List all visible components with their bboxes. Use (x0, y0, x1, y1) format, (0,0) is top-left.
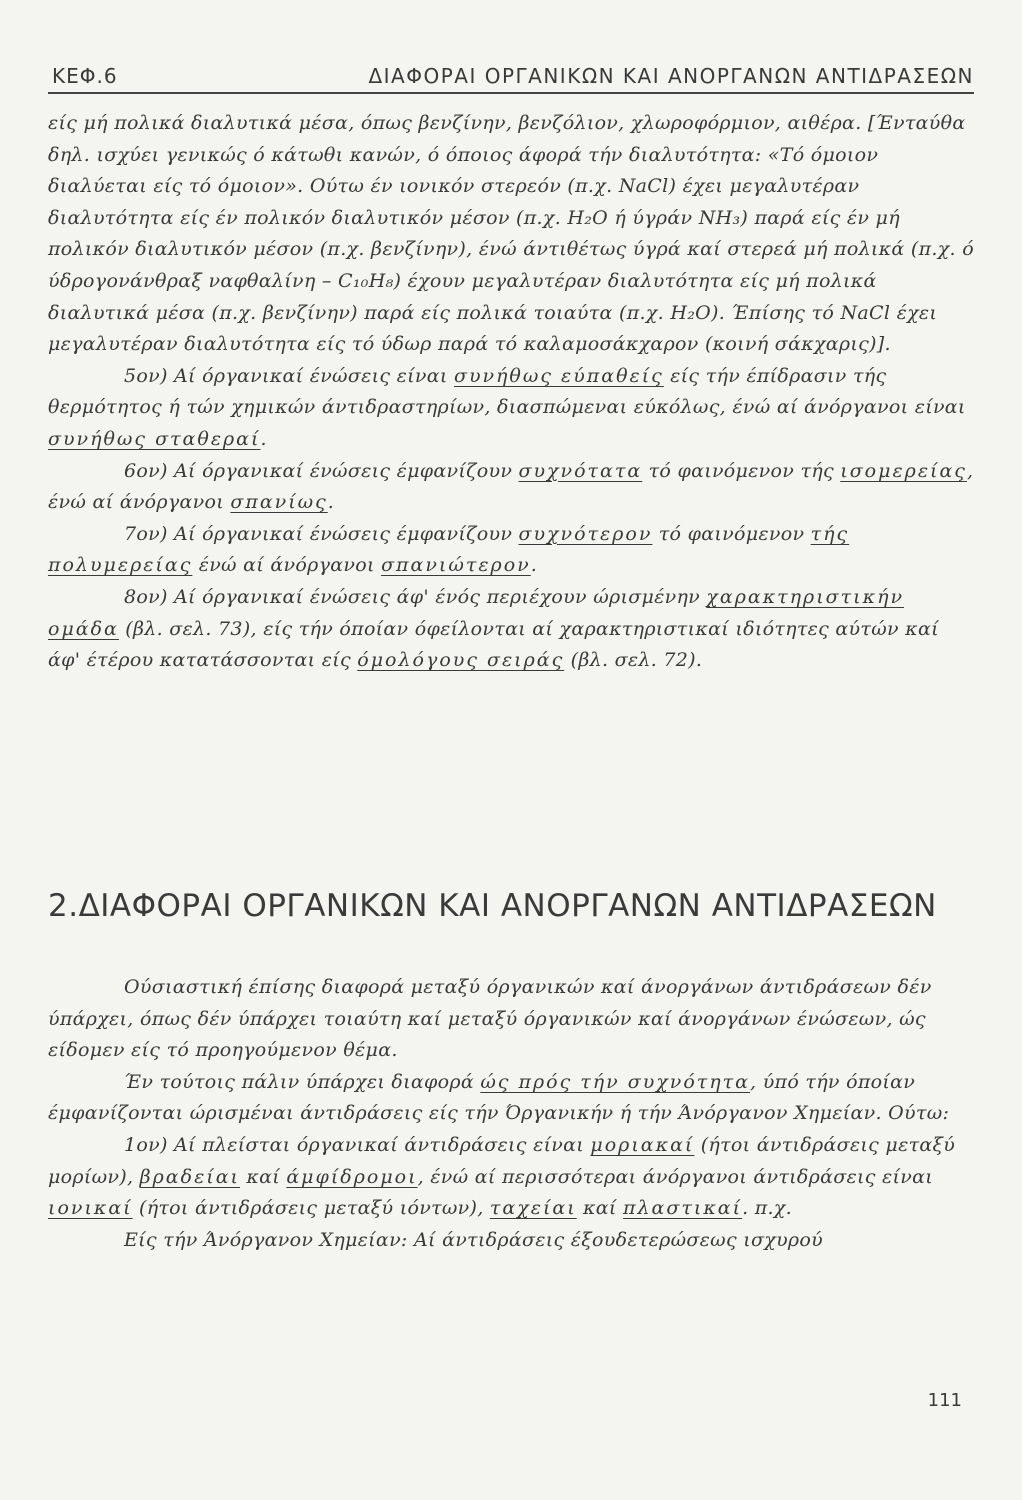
section-paragraph-2-emphasis: ώς πρός τήν συχνότητα (480, 1070, 751, 1093)
running-header (48, 60, 974, 94)
point-5-emphasis-2: συνήθως σταθεραί (48, 427, 261, 450)
point-7-emphasis-3: σπανιώτερον (381, 554, 531, 577)
point-6-emphasis-1: συχνότατα (518, 459, 643, 482)
section-point-1-text-7: . π.χ. (742, 1197, 793, 1220)
body-text-lower (48, 972, 974, 1256)
chapter-label: ΚΕΦ.6 (52, 64, 118, 88)
section-heading: 2.ΔΙΑΦΟΡΑΙ ΟΡΓΑΝΙΚΩΝ ΚΑΙ ΑΝΟΡΓΑΝΩΝ ΑΝΤΙΔΡΑΣΕΩΝ (48, 888, 937, 924)
point-7-emphasis-1: συχνότερον (518, 522, 653, 545)
point-8 (48, 582, 974, 677)
section-point-1-text-2: (ήτοι άντιδράσεις μεταξύ μορίων), (48, 1133, 956, 1188)
header-title: ΔΙΑΦΟΡΑΙ ΟΡΓΑΝΙΚΩΝ ΚΑΙ ΑΝΟΡΓΑΝΩΝ ΑΝΤΙΔΡΑΣΕΩΝ (368, 64, 974, 88)
paragraph-intro: είς μή πολικά διαλυτικά μέσα, όπως βενζίνην, βενζόλιον, χλωροφόρμιον, αιθέρα. [Ένταύθα δηλ. ισχύει γενικώς ό κάτωθι κανών, ό όποιος άφορά τήν διαλυτότητα: «Τό όμοιον διαλύεται είς τό όμοιον». Ούτω έν ιονικόν στερεόν (π.χ. NaCl) έχει μεγαλυτέραν διαλυτότητα είς έν πολικόν διαλυτικόν μέσον (π.χ. H₂O ή ύγράν NH₃) παρά είς έν μή πολικόν διαλυτικόν μέσον (π.χ. βενζίνην), ένώ άντιθέτως ύγρά καί στερεά μή πολικά (π.χ. ό ύδρογονάνθραξ ναφθαλίνη – C₁₀H₈) έχουν μεγαλυτέραν διαλυτότητα είς μή πολικά διαλυτικά μέσα (π.χ. βενζίνην) παρά είς πολικά τοιαύτα (π.χ. H₂O). Έπίσης τό NaCl έχει μεγαλυτέραν διαλυτότητα είς τό ύδωρ παρά τό καλαμοσάκχαρον (κοινή σάκχαρις)]. (48, 112, 974, 356)
section-point-1-text-4: , ένώ αί περισσότεραι άνόργανοι άντιδράσεις είναι (417, 1165, 934, 1188)
point-6-emphasis-2: ισομερείας (840, 459, 967, 482)
section-point-1-text: 1ον) Αί πλείσται όργανικαί άντιδράσεις είναι (124, 1133, 591, 1156)
point-5-text-2: είς τήν έπίδρασιν τής θερμότητος ή τών χημικών άντιδραστηρίων, διασπώμεναι εύκόλως, ένώ αί άνόργανοι είναι (48, 364, 966, 419)
point-6 (48, 456, 974, 519)
point-7-text: 7ον) Αί όργανικαί ένώσεις έμφανίζουν (124, 522, 519, 545)
point-5-emphasis-1: συνήθως εύπαθείς (453, 364, 664, 387)
point-7-emphasis-2: τής πολυμερείας (48, 522, 850, 577)
point-8-text-3: (βλ. σελ. 72). (564, 649, 703, 672)
point-8-text: 8ον) Αί όργανικαί ένώσεις άφ' ένός περιέχουν ώρισμένην (124, 585, 707, 608)
section-paragraph-2 (48, 1067, 974, 1130)
section-point-1-text-5: (ήτοι άντιδράσεις μεταξύ ιόντων), (132, 1197, 490, 1220)
section-point-1-emphasis-3: άμφίδρομοι (286, 1165, 418, 1188)
point-7-text-3: ένώ αί άνόργανοι (192, 554, 382, 577)
section-point-1-emphasis-4: ιονικαί (48, 1197, 133, 1220)
point-7 (48, 519, 974, 582)
section-point-1-emphasis-1: μοριακαί (590, 1133, 695, 1156)
page-number: 111 (927, 1390, 962, 1411)
body-text-upper (48, 108, 974, 677)
point-5 (48, 361, 974, 456)
point-6-emphasis-3: σπανίως (230, 491, 328, 514)
section-paragraph-2-text-2: , ύπό τήν όποίαν έμφανίζονται ώρισμέναι άντιδράσεις είς τήν Όργανικήν ή τήν Άνόργανον Χημείαν. Ούτω: (48, 1070, 950, 1125)
point-7-text-2: τό φαινόμενον (652, 522, 811, 545)
point-6-text-4: . (327, 491, 335, 514)
section-point-1-text-6: καί (576, 1197, 624, 1220)
section-paragraph-last: Είς τήν Άνόργανον Χημείαν: Αί άντιδράσεις έξουδετερώσεως ισχυρού (124, 1228, 823, 1251)
section-paragraph-2-text: Έν τούτοις πάλιν ύπάρχει διαφορά (124, 1070, 481, 1093)
section-point-1-emphasis-6: πλαστικαί (623, 1197, 743, 1220)
point-8-emphasis-2: όμολόγους σειράς (357, 649, 565, 672)
section-point-1-emphasis-5: ταχείαι (489, 1197, 577, 1220)
point-7-text-4: . (530, 554, 538, 577)
section-point-1-emphasis-2: βραδείαι (139, 1165, 241, 1188)
point-6-text-3: , ένώ αί άνόργανοι (48, 459, 974, 514)
section-point-1 (48, 1130, 974, 1225)
section-point-1-text-3: καί (240, 1165, 287, 1188)
point-5-text: 5ον) Αί όργανικαί ένώσεις είναι (124, 364, 454, 387)
point-8-emphasis-1: χαρακτηριστικήν ομάδα (48, 585, 905, 640)
section-paragraph-1: Ούσιαστική έπίσης διαφορά μεταξύ όργανικών καί άνοργάνων άντιδράσεων δέν ύπάρχει, όπως δέν ύπάρχει τοιαύτη καί μεταξύ όργανικών καί άνοργάνων ένώσεων, ώς είδομεν είς τό προηγούμενον θέμα. (48, 976, 932, 1062)
point-6-text: 6ον) Αί όργανικαί ένώσεις έμφανίζουν (124, 459, 519, 482)
point-6-text-2: τό φαινόμενον τής (642, 459, 841, 482)
point-8-text-2: (βλ. σελ. 73), είς τήν όποίαν όφείλονται αί χαρακτηριστικαί ιδιότητες αύτών καί άφ' έτέρου κατατάσσονται είς (48, 617, 939, 672)
point-5-text-3: . (260, 427, 267, 450)
